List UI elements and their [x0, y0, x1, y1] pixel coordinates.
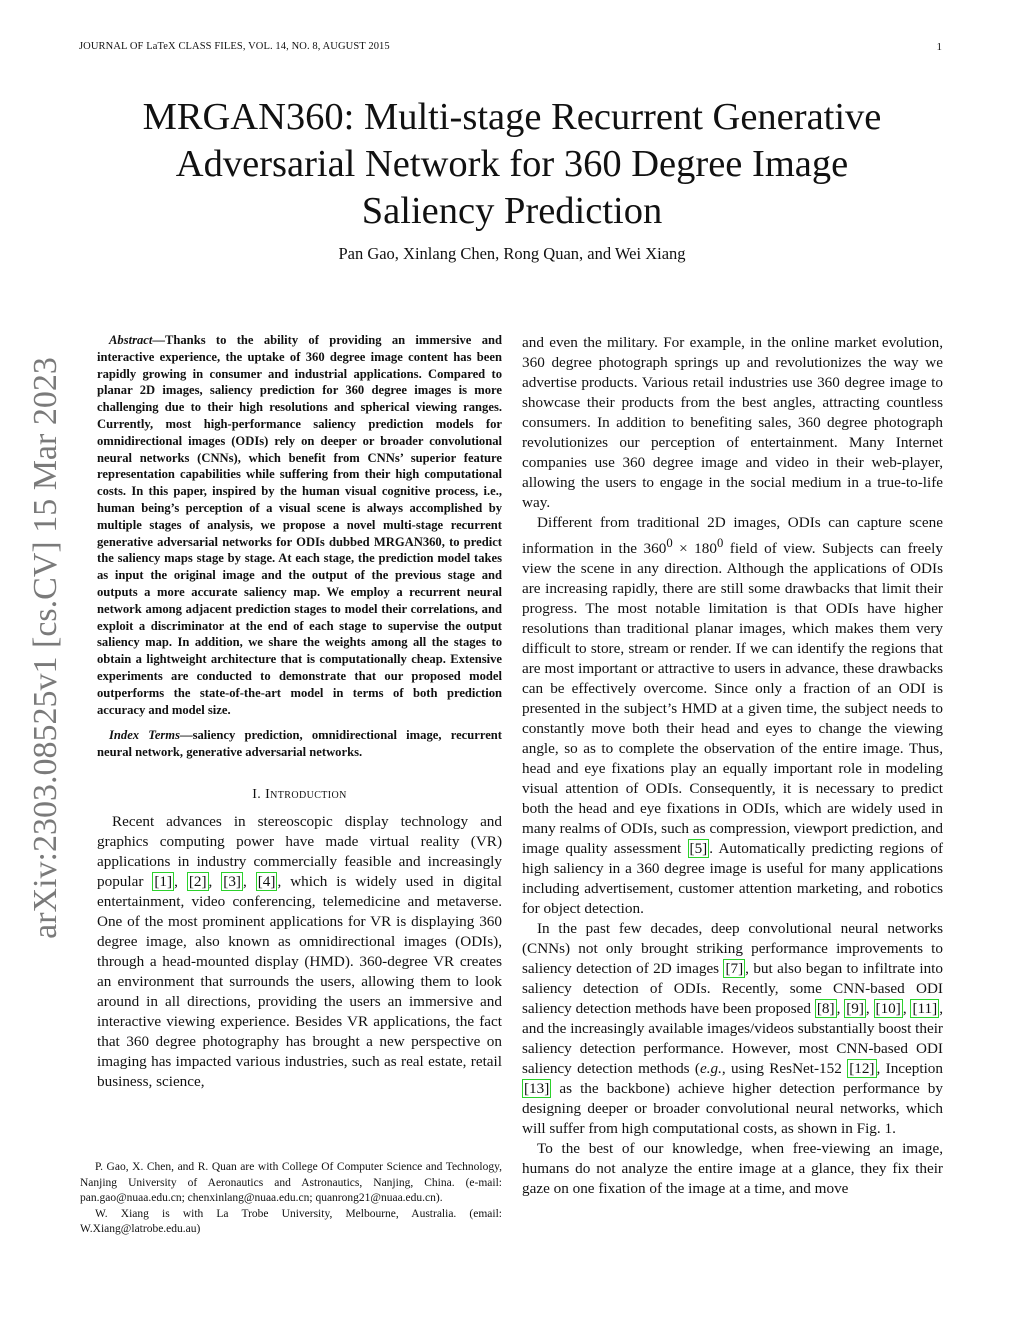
citation-link[interactable]: [9]	[846, 1000, 864, 1018]
citation-link[interactable]: [11]	[912, 1000, 938, 1018]
citation-link[interactable]: [3]	[223, 872, 241, 890]
citation-link[interactable]: [2]	[188, 872, 207, 890]
abstract-label: Abstract	[109, 333, 153, 347]
emphasis: e.g.	[699, 1060, 722, 1078]
index-terms	[97, 727, 502, 761]
title-line: Saliency Prediction	[361, 190, 663, 232]
paragraph-text: Different from traditional 2D images, ODIs can capture scene information in the 360	[522, 514, 943, 558]
author-footnotes	[80, 1160, 502, 1238]
arxiv-side-stamp	[6, 348, 86, 948]
section-heading-introduction	[97, 787, 502, 803]
section-title: Introduction	[265, 786, 347, 802]
paragraph-text: × 180	[672, 540, 717, 558]
abstract	[97, 332, 502, 718]
section-number: I.	[252, 786, 266, 802]
citation-link[interactable]: [13]	[524, 1080, 550, 1098]
paragraph-text: , using ResNet-152	[721, 1060, 848, 1078]
paragraph-text: , which is widely used in digital entertainment, video conferencing, telemedicine and metaverse. One of the most prominent applications for VR is displaying 360 degree image, also known as omnidirectional images (ODIs), through a head-mounted display (HMD). 360-degree VR creates an environment that surrounds the users, allowing them to look around in all directions, providing the users an immersive and interactive viewing experience. Besides VR applications, the fact that 360 degree photography has brought a new perspective on imaging has impacted various industries, such as real estate, retail business, science,	[97, 872, 502, 1090]
citation-link[interactable]: [5]	[689, 840, 708, 858]
paper-title	[80, 94, 944, 235]
paragraph-text: . Automatically predicting regions of high saliency in a 360 degree image is useful for many applications including advertisement, customer attention marketing, and robotics for object detection.	[522, 840, 944, 918]
body-paragraph: In the past few decades, deep convolutional neural networks (CNNs) not only brought striking performance improvements to saliency detection of 2D images [7] , but also began to infiltrate into saliency detection of ODIs. Recently, some CNN-based ODI saliency detection methods have been proposed [8] , [9] , [10] , [11] , and the increasingly available images/videos substantially boost their saliency detection performance. However, most CNN-based ODI saliency detection methods (e.g., using ResNet-152 [12] , Inception [13] as the backbone) achieve higher detection performance by designing deeper or broader convolutional neural networks, which will suffer from high computational costs, as shown in Fig. 1.	[522, 920, 944, 1138]
right-column	[522, 333, 943, 1199]
page-number: 1	[936, 41, 942, 53]
citation-link[interactable]: [8]	[816, 1000, 835, 1018]
superscript: 0	[716, 536, 724, 550]
paragraph-text: , Inception	[876, 1060, 943, 1078]
body-paragraph: To the best of our knowledge, when free-viewing an image, humans do not analyze the entire image at a glance, they fix their gaze on one fixation of the image at a time, and move	[522, 1140, 943, 1198]
intro-paragraph: Recent advances in stereoscopic display technology and graphics computing power have made virtual reality (VR) applications in industry commercially feasible and increasingly popular [1] , [2] , [3] , [4] , which is widely used in digital entertainment, video conferencing, telemedicine and metaverse. One of the most prominent applications for VR is displaying 360 degree image, also known as omnidirectional images (ODIs), through a head-mounted display (HMD). 360-degree VR creates an environment that surrounds the users, allowing them to look around in all directions, providing the users an immersive and interactive viewing experience. Besides VR applications, the fact that 360 degree photography has brought a new perspective on imaging has impacted various industries, such as real estate, retail business, science,	[97, 812, 502, 1090]
paragraph-text: field of view. Subjects can freely view the scene in any direction. Although the applications of ODIs are increasing rapidly, there are still some drawbacks that limit their progress. The most notable limitation is that ODIs have higher resolutions than traditional planar images, which makes them very difficult to store, stream or render. If we can identify the regions that are most important or attractive to users in advance, these drawbacks can be effectively overcome. Since only a fraction of an ODI is presented in the subject’s HMD at a given time, the subject needs to constantly move both their head and eyes to change the viewing angle, so as to complete the observation of the entire image. Thus, head and eye fixations play an equally important role in modeling visual attention of ODIs. Consequently, it is necessary to predict both the head and eye fixations in ODIs, which are widely used in many realms of ODIs, such as compression, viewport prediction, and image quality assessment	[522, 540, 943, 858]
author-list: Pan Gao, Xinlang Chen, Rong Quan, and Wei Xiang	[338, 244, 686, 263]
title-line: Adversarial Network for 360 Degree Image	[175, 143, 849, 185]
superscript: 0	[666, 536, 673, 550]
left-column	[97, 332, 502, 1092]
citation-link[interactable]: [7]	[725, 960, 744, 978]
citation-link[interactable]: [12]	[849, 1060, 875, 1078]
paragraph-text: , but also began to infiltrate into saliency detection of ODIs. Recently, some CNN-based ODI saliency detection methods have been proposed	[522, 960, 943, 1018]
paragraph-text: In the past few decades, deep convolutional neural networks (CNNs) not only brought striking performance improvements to saliency detection of 2D images	[522, 920, 943, 978]
paragraph-text: , and the increasingly available images/videos substantially boost their saliency detection performance. However, most CNN-based ODI saliency detection methods (	[522, 1000, 944, 1078]
abstract-text: —Thanks to the ability of providing an immersive and interactive experience, the uptake of 360 degree image content has been rapidly growing in consumer and industrial applications. Compared to planar 2D images, saliency prediction for 360 degree images is more challenging due to their high resolutions and spherical viewing ranges. Currently, most high-performance saliency prediction models for omnidirectional images (ODIs) rely on deeper or broader convolutional neural networks (CNNs), which benefit from CNNs’ superior feature representation capabilities while suffering from their high computational costs. In this paper, inspired by the human visual cognitive process, i.e., human being’s perception of a visual scene is always accomplished by multiple stages of analysis, we propose a novel multi-stage recurrent generative adversarial networks for ODIs dubbed MRGAN360, to predict the saliency maps stage by stage. At each stage, the prediction model takes as input the original image and the output of the previous stage and outputs a more accurate saliency map. We employ a recurrent neural network among adjacent prediction stages to model their correlations, and exploit a discriminator at the end of each stage to supervise the output saliency map. In addition, we share the weights among all the stages to obtain a lightweight architecture that is computationally cheap. Extensive experiments are conducted to demonstrate that our proposed model outperforms the state-of-the-art model in terms of both prediction accuracy and model size.	[97, 333, 502, 717]
arxiv-identifier: arXiv:2303.08525v1 [cs.CV] 15 Mar 2023	[27, 357, 64, 939]
body-paragraph: and even the military. For example, in the online market evolution, 360 degree photograph springs up and revolutionizes the way we advertise products. Various retail industries use 360 degree image to showcase their products from the best angles, attracting countless consumers. In addition to benefiting sales, 360 degree photograph revolutionizes our perception of entertainment. Many Internet companies use 360 degree image and video in their web-player, allowing the users to engage in the social medium in a true-to-life way.	[522, 334, 943, 511]
footnote-affiliation: W. Xiang is with La Trobe University, Melbourne, Australia. (email: W.Xiang@latrobe.edu.au)	[80, 1207, 502, 1235]
index-terms-label: Index Terms	[109, 728, 181, 743]
index-terms-text: —saliency prediction, omnidirectional image, recurrent neural network, generative adversarial networks.	[97, 728, 502, 760]
footnote-affiliation: P. Gao, X. Chen, and R. Quan are with College Of Computer Science and Technology, Nanjing University of Aeronautics and Astronautics, Nanjing, China. (e-mail: pan.gao@nuaa.edu.cn; chenxinlang@nuaa.edu.cn; quanrong21@nuaa.edu.cn).	[80, 1161, 502, 1204]
citation-link[interactable]: [1]	[154, 872, 173, 890]
running-header: JOURNAL OF LaTeX CLASS FILES, VOL. 14, NO. 8, AUGUST 2015	[79, 41, 390, 52]
citation-link[interactable]: [10]	[875, 1000, 901, 1018]
citation-link[interactable]: [4]	[257, 872, 276, 890]
paragraph-text: Recent advances in stereoscopic display technology and graphics computing power have made virtual reality (VR) applications in industry commercially feasible and increasingly popular	[97, 812, 502, 890]
body-paragraph	[522, 513, 943, 919]
paragraph-text: as the backbone) achieve higher detection performance by designing deeper or broader convolutional neural networks, which will suffer from high computational costs, as shown in Fig. 1.	[522, 1080, 943, 1138]
title-line: MRGAN360: Multi-stage Recurrent Generative	[142, 96, 882, 138]
